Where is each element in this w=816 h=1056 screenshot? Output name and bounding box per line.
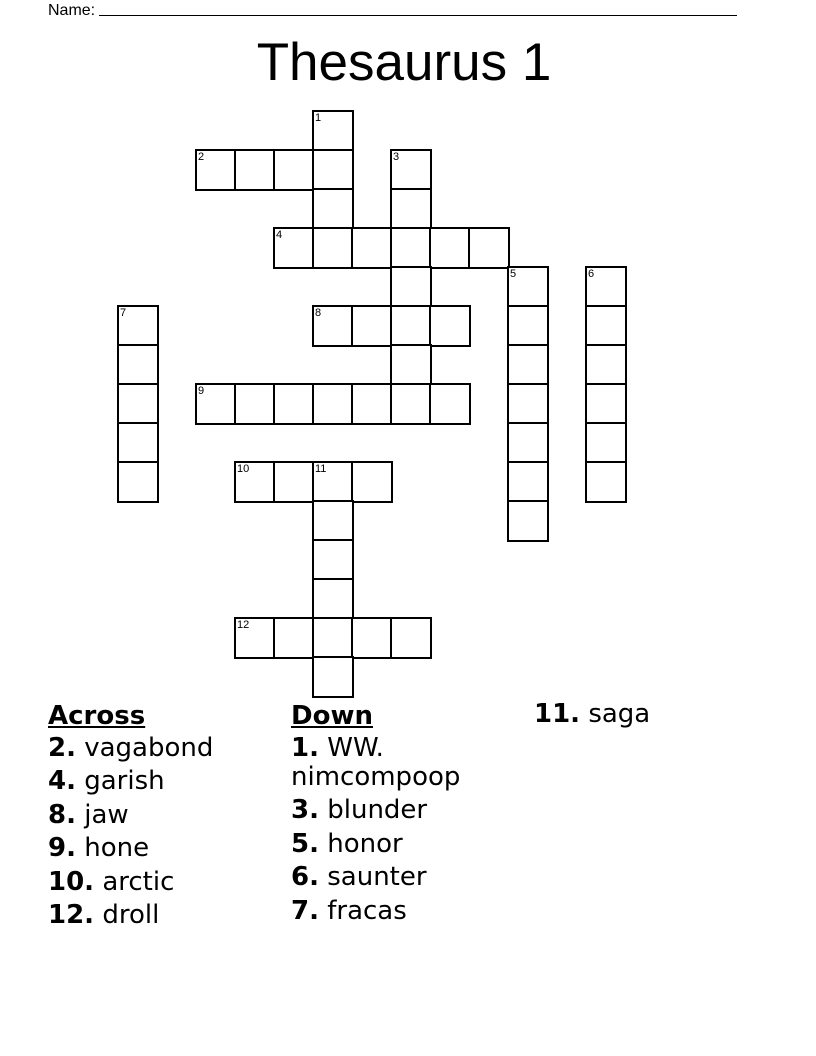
clue-text: WW. nimcompoop (291, 732, 461, 792)
crossword-cell[interactable] (351, 305, 393, 347)
clue-text: droll (102, 900, 160, 930)
page-title: Thesaurus 1 (256, 33, 552, 92)
crossword-cell[interactable] (585, 461, 627, 503)
clue-item (48, 901, 278, 930)
crossword-cell[interactable] (390, 266, 432, 308)
crossword-cell[interactable] (273, 461, 315, 503)
clue-number: 4. (48, 766, 76, 796)
clue-item (291, 863, 521, 892)
crossword-cell[interactable] (312, 188, 354, 230)
clue-item (48, 801, 278, 830)
crossword-cell[interactable] (429, 305, 471, 347)
crossword-cell[interactable] (312, 461, 354, 503)
crossword-cell[interactable] (312, 656, 354, 698)
cell-number: 12 (237, 619, 250, 631)
clue-number: 5. (291, 828, 319, 859)
crossword-cell[interactable] (312, 500, 354, 542)
clue-number: 11. (534, 699, 581, 729)
clue-item (48, 868, 278, 897)
crossword-cell[interactable] (390, 305, 432, 347)
cell-number: 7 (120, 307, 127, 319)
crossword-cell[interactable] (429, 383, 471, 425)
clue-item (48, 767, 278, 796)
crossword-cell[interactable] (468, 227, 510, 269)
crossword-cell[interactable] (585, 305, 627, 347)
across-heading: Across (48, 701, 146, 731)
crossword-cell[interactable] (390, 188, 432, 230)
name-label: Name: (48, 2, 96, 19)
clue-text: hone (84, 833, 150, 863)
crossword-cell[interactable] (117, 422, 159, 464)
clue-number: 2. (48, 732, 76, 763)
crossword-cell[interactable] (351, 617, 393, 659)
clue-text: fracas (327, 895, 407, 926)
clue-text: blunder (327, 795, 428, 825)
crossword-cell[interactable] (507, 461, 549, 503)
crossword-cell[interactable] (351, 461, 393, 503)
clue-number: 3. (291, 795, 319, 825)
crossword-cell[interactable] (507, 422, 549, 464)
crossword-cell[interactable] (312, 110, 354, 152)
crossword-cell[interactable] (390, 227, 432, 269)
crossword-cell[interactable] (195, 383, 237, 425)
crossword-cell[interactable] (234, 383, 276, 425)
clue-text: jaw (84, 799, 129, 830)
crossword-cell[interactable] (117, 305, 159, 347)
crossword-cell[interactable] (312, 539, 354, 581)
crossword-cell[interactable] (312, 149, 354, 191)
clue-item (291, 897, 521, 926)
crossword-cell[interactable] (234, 149, 276, 191)
clue-text: honor (327, 828, 403, 859)
crossword-cell[interactable] (312, 383, 354, 425)
down-clues (291, 700, 521, 930)
cell-number: 6 (588, 268, 595, 280)
clue-number: 12. (48, 900, 95, 930)
clue-number: 9. (48, 833, 76, 863)
clue-text: arctic (102, 866, 175, 897)
across-clues (48, 700, 278, 935)
crossword-cell[interactable] (195, 149, 237, 191)
crossword-cell[interactable] (117, 344, 159, 386)
clue-item (48, 734, 278, 763)
crossword-cell[interactable] (117, 461, 159, 503)
cell-number: 5 (510, 268, 517, 280)
crossword-cell[interactable] (585, 344, 627, 386)
clue-text: saga (588, 699, 651, 729)
crossword-cell[interactable] (585, 266, 627, 308)
crossword-cell[interactable] (351, 383, 393, 425)
crossword-cell[interactable] (312, 578, 354, 620)
down-heading: Down (291, 701, 373, 731)
crossword-cell[interactable] (507, 500, 549, 542)
crossword-cell[interactable] (312, 305, 354, 347)
crossword-cell[interactable] (390, 617, 432, 659)
cell-number: 10 (237, 463, 250, 475)
crossword-cell[interactable] (507, 305, 549, 347)
clue-text: saunter (327, 862, 427, 892)
crossword-cell[interactable] (312, 617, 354, 659)
crossword-cell[interactable] (390, 344, 432, 386)
crossword-cell[interactable] (273, 383, 315, 425)
cell-number: 1 (315, 112, 322, 124)
clue-number: 10. (48, 866, 95, 897)
crossword-cell[interactable] (312, 227, 354, 269)
crossword-cell[interactable] (390, 149, 432, 191)
crossword-cell[interactable] (507, 266, 549, 308)
clue-item (291, 796, 521, 825)
cell-number: 2 (198, 151, 205, 163)
clue-item (534, 700, 764, 729)
clue-item (48, 834, 278, 863)
clue-number: 7. (291, 895, 319, 926)
cell-number: 4 (276, 229, 283, 241)
down-clues-continued (534, 700, 764, 734)
cell-number: 9 (198, 385, 205, 397)
cell-number: 11 (315, 463, 327, 475)
crossword-cell[interactable] (585, 422, 627, 464)
clue-text: vagabond (84, 732, 214, 763)
crossword-cell[interactable] (234, 461, 276, 503)
crossword-cell[interactable] (351, 227, 393, 269)
crossword-cell[interactable] (273, 149, 315, 191)
clue-number: 8. (48, 799, 76, 830)
crossword-cell[interactable] (507, 383, 549, 425)
crossword-cell[interactable] (390, 383, 432, 425)
crossword-cell[interactable] (429, 227, 471, 269)
clue-item (291, 734, 521, 792)
crossword-cell[interactable] (585, 383, 627, 425)
clue-number: 6. (291, 862, 319, 892)
crossword-cell[interactable] (507, 344, 549, 386)
clue-item (291, 830, 521, 859)
cell-number: 8 (315, 307, 322, 319)
cell-number: 3 (393, 151, 400, 163)
crossword-cell[interactable] (273, 617, 315, 659)
crossword-cell[interactable] (117, 383, 159, 425)
clue-text: garish (84, 766, 165, 796)
clue-number: 1. (291, 732, 319, 763)
crossword-cell[interactable] (273, 227, 315, 269)
crossword-cell[interactable] (234, 617, 276, 659)
